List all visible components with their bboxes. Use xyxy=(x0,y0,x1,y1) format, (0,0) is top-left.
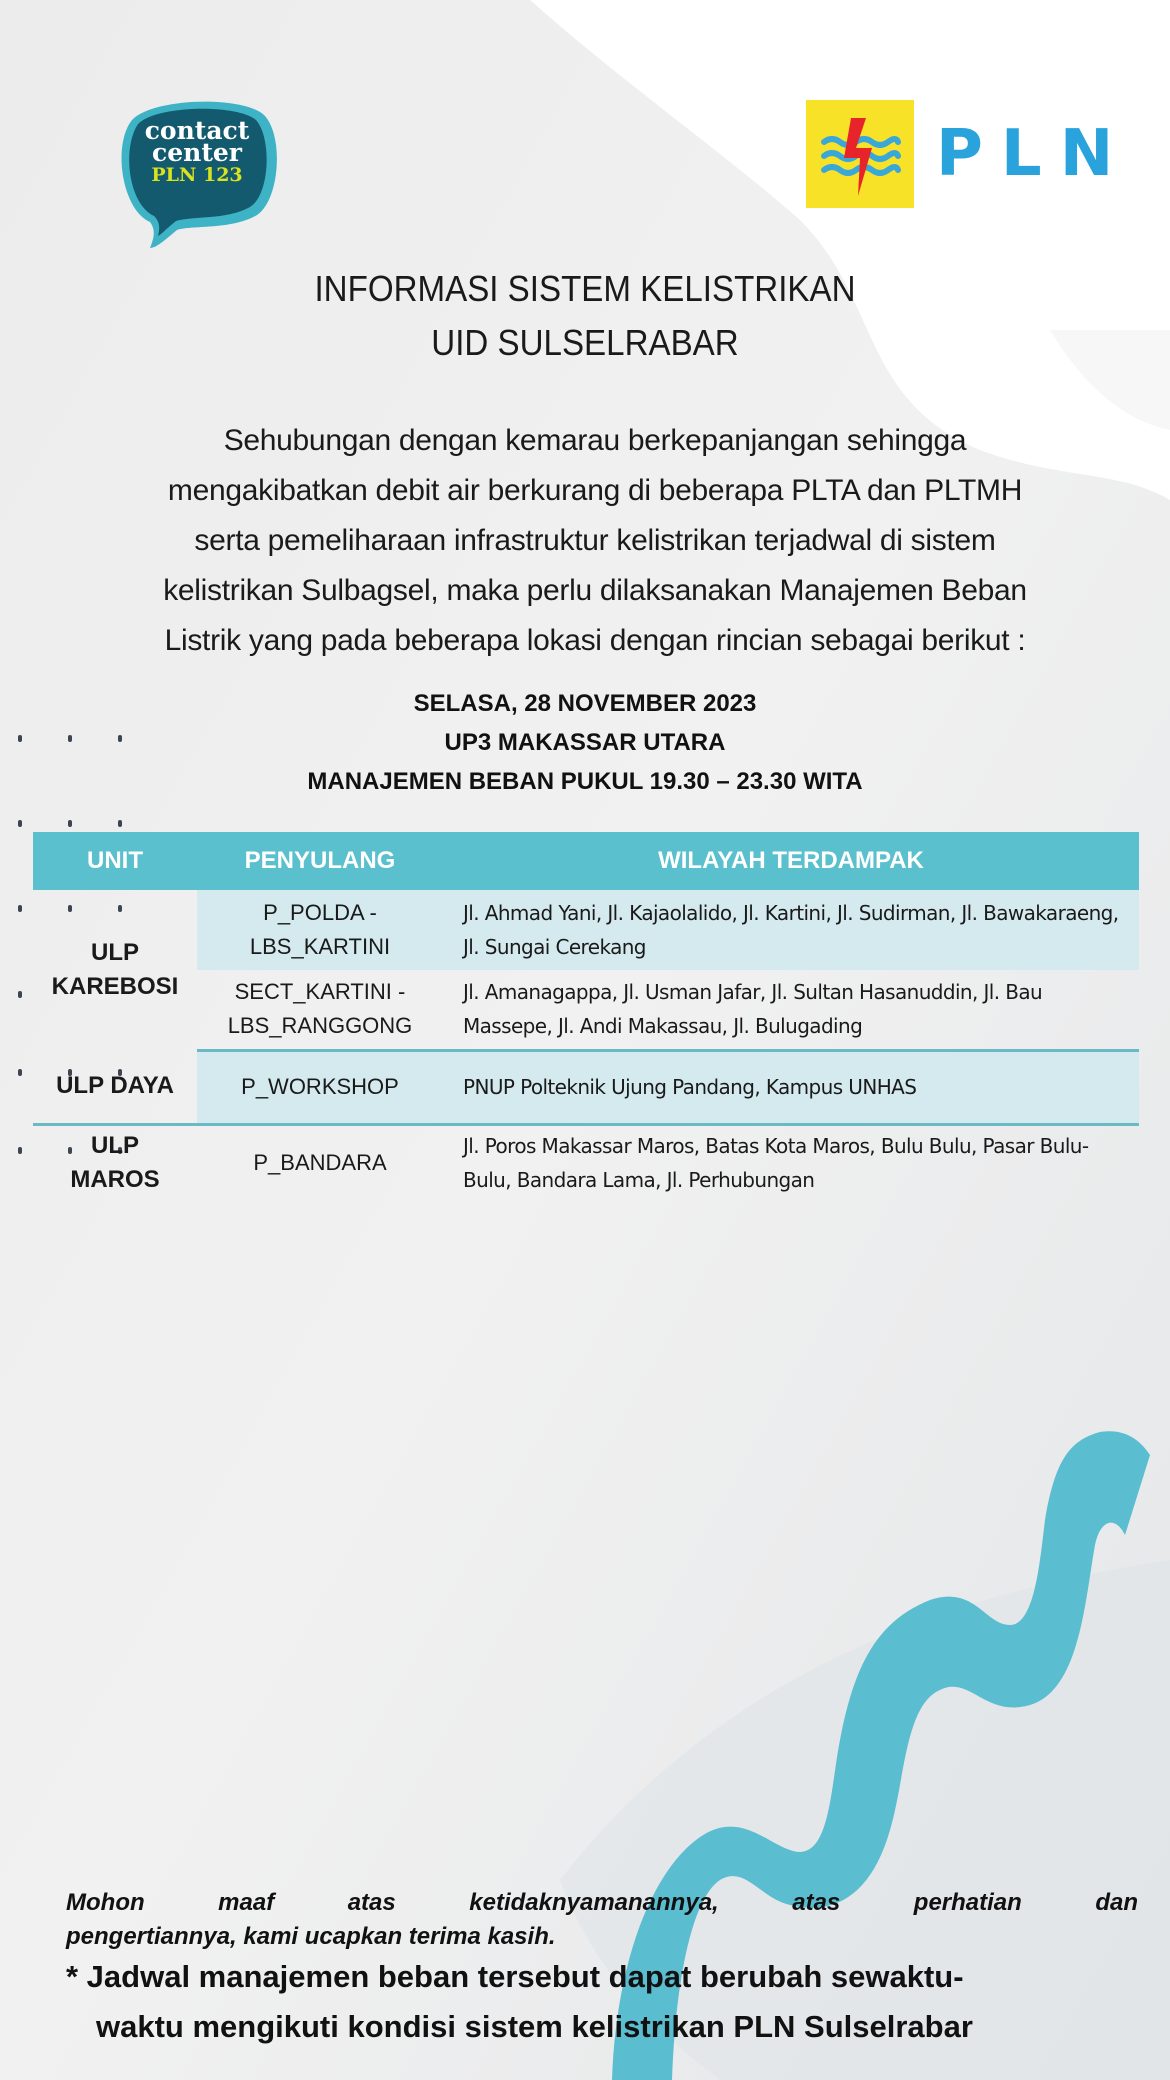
lightning-waves-icon xyxy=(806,100,914,208)
schedule-unit: UP3 MAKASSAR UTARA xyxy=(444,729,726,756)
table-row xyxy=(33,1124,1139,1200)
apology-text xyxy=(66,1886,1138,1954)
note-line2: waktu mengikuti kondisi sistem kelistrikan PLN Sulselrabar xyxy=(96,2009,973,2044)
intro-line: Sehubungan dengan kemarau berkepanjangan sehingga xyxy=(223,424,967,457)
pln-logo xyxy=(806,100,1131,208)
feeder-cell: P_BANDARA xyxy=(253,1149,387,1175)
page-title xyxy=(47,262,1123,370)
note-line1: * Jadwal manajemen beban tersebut dapat berubah sewaktu- xyxy=(66,1959,964,1994)
contact-center-logo xyxy=(112,90,282,250)
area-cell: Jl. Poros Makassar Maros, Batas Kota Maros, Bulu Bulu, Pasar Bulu-Bulu, Bandara Lama, Jl. Perhubungan xyxy=(463,1133,1089,1192)
schedule-date: SELASA, 28 NOVEMBER 2023 xyxy=(413,690,757,717)
table-row xyxy=(33,890,1139,970)
area-cell: Jl. Amanagappa, Jl. Usman Jafar, Jl. Sultan Hasanuddin, Jl. Bau Massepe, Jl. Andi Makassau, Jl. Bulugading xyxy=(443,970,1139,1050)
area-cell: Jl. Ahmad Yani, Jl. Kajaolalido, Jl. Kartini, Jl. Sudirman, Jl. Bawakaraeng, Jl. Sungai Cerekang xyxy=(443,890,1139,970)
header-wilayah-terdampak: WILAYAH TERDAMPAK xyxy=(443,832,1139,890)
header-unit: UNIT xyxy=(33,832,197,890)
feeder-cell: P_POLDA - LBS_KARTINI xyxy=(197,890,443,970)
table-row xyxy=(33,970,1139,1050)
intro-line: kelistrikan Sulbagsel, maka perlu dilaksanakan Manajemen Beban xyxy=(163,574,1027,607)
schedule-change-note xyxy=(66,1952,1150,2052)
intro-paragraph xyxy=(50,416,1140,666)
contact-center-line1: contact xyxy=(144,116,250,145)
intro-line: mengakibatkan debit air berkurang di beberapa PLTA dan PLTMH xyxy=(167,474,1023,507)
feeder-cell: SECT_KARTINI - LBS_RANGGONG xyxy=(197,970,443,1050)
unit-cell: ULP DAYA xyxy=(33,1050,197,1124)
table-row xyxy=(33,1050,1139,1124)
pln-wordmark: PLN xyxy=(936,117,1132,191)
intro-line: serta pemeliharaan infrastruktur kelistrikan terjadwal di sistem xyxy=(194,524,996,557)
unit-cell: ULP MAROS xyxy=(70,1131,160,1193)
load-management-table xyxy=(33,832,1139,1200)
unit-cell: ULP KAREBOSI xyxy=(51,939,179,1000)
schedule-heading xyxy=(0,684,1170,801)
contact-center-line2: center xyxy=(152,138,242,167)
contact-center-line3: PLN 123 xyxy=(151,164,243,186)
title-line2: UID SULSELRABAR xyxy=(431,322,739,363)
apology-line1: Mohon maaf atas ketidaknyamanannya, atas perhatian dan xyxy=(66,1889,1138,1916)
intro-line: Listrik yang pada beberapa lokasi dengan rincian sebagai berikut : xyxy=(164,624,1026,657)
header-penyulang: PENYULANG xyxy=(197,832,443,890)
apology-line2: pengertiannya, kami ucapkan terima kasih. xyxy=(66,1923,556,1950)
table-header-row xyxy=(33,832,1139,890)
feeder-cell: P_WORKSHOP xyxy=(197,1050,443,1124)
schedule-time: MANAJEMEN BEBAN PUKUL 19.30 – 23.30 WITA xyxy=(307,768,863,795)
area-cell: PNUP Polteknik Ujung Pandang, Kampus UNHAS xyxy=(443,1050,1139,1124)
title-line1: INFORMASI SISTEM KELISTRIKAN xyxy=(314,268,856,309)
